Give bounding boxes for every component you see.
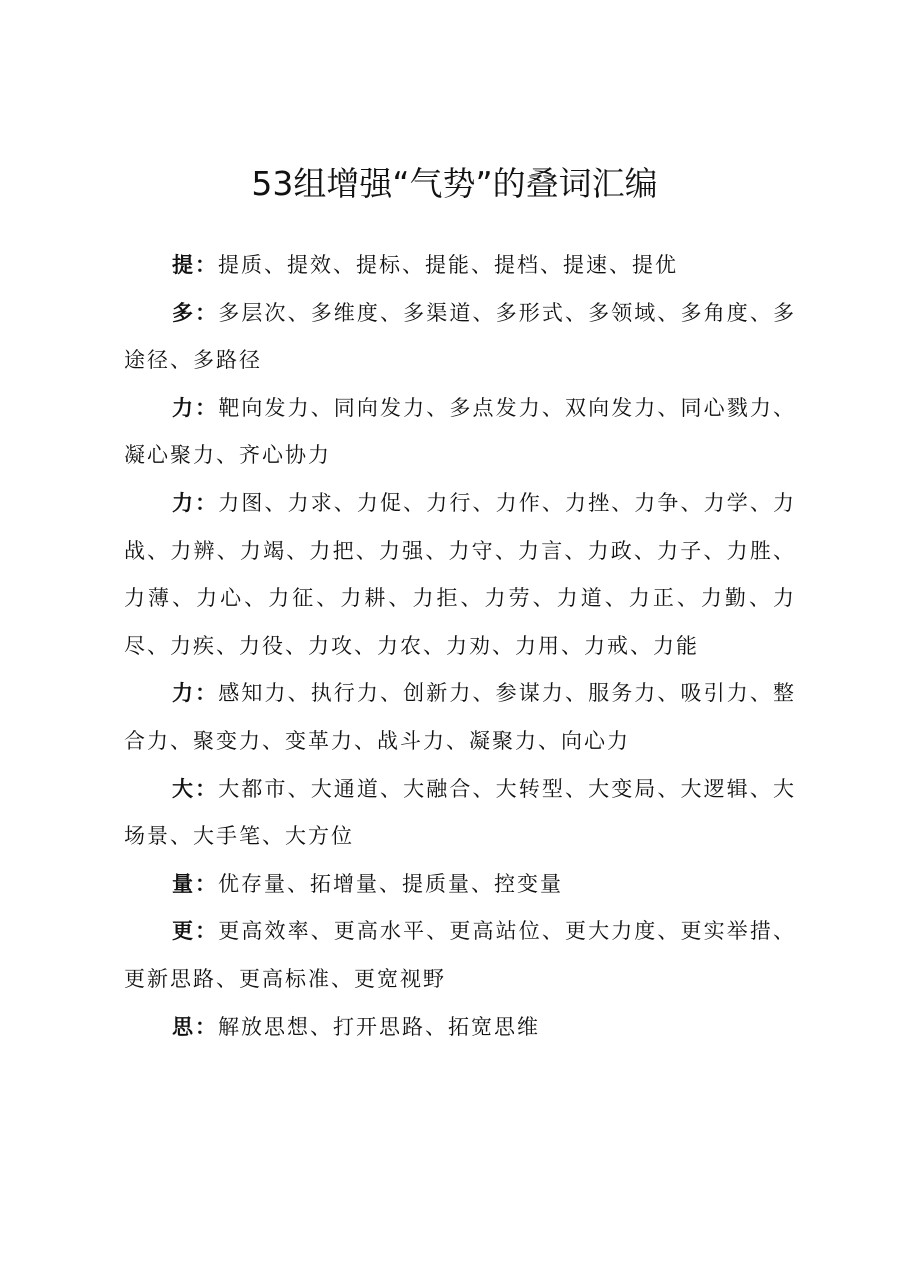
- entry-li-prefix: [124, 480, 796, 670]
- entry-text: 提质、提效、提标、提能、提档、提速、提优: [218, 253, 678, 277]
- entry-li-suffix: [124, 670, 796, 765]
- entry-head: 力：: [172, 395, 219, 420]
- entry-li-fali: [124, 385, 796, 480]
- entry-head: 力：: [172, 681, 219, 706]
- entry-head: 多：: [172, 300, 219, 325]
- entry-text: 大都市、大通道、大融合、大转型、大变局、大逻辑、大场景、大手笔、大方位: [124, 776, 797, 849]
- entry-da: [124, 766, 796, 861]
- entry-geng: [124, 908, 796, 1003]
- entry-text: 更高效率、更高水平、更高站位、更大力度、更实举措、更新思路、更高标准、更宽视野: [124, 919, 797, 991]
- entry-text: 靶向发力、同向发力、多点发力、双向发力、同心戮力、凝心聚力、齐心协力: [124, 395, 797, 468]
- entry-text: 优存量、拓增量、提质量、控变量: [218, 871, 563, 896]
- entry-head: 提：: [172, 253, 218, 277]
- page-title: 53组增强“气势”的叠词汇编: [251, 164, 658, 203]
- entry-text: 多层次、多维度、多渠道、多形式、多领域、多角度、多途径、多路径: [124, 300, 797, 373]
- document-body: [124, 242, 796, 1051]
- entry-text: 力图、力求、力促、力行、力作、力挫、力争、力学、力战、力辨、力竭、力把、力强、力守、力言、力政、力子、力胜、力薄、力心、力征、力耕、力拒、力劳、力道、力正、力勤、力尽、力疾、力役、力攻、力农、力劝、力用、力戒、力能: [124, 490, 797, 658]
- entry-head: 大：: [172, 776, 219, 801]
- entry-duo: [124, 290, 796, 385]
- entry-ti: [124, 242, 796, 290]
- entry-head: 更：: [172, 919, 219, 944]
- entry-si: [124, 1004, 796, 1052]
- entry-text: 感知力、执行力、创新力、参谋力、服务力、吸引力、整合力、聚变力、变革力、战斗力、凝聚力、向心力: [124, 681, 797, 753]
- entry-head: 思：: [172, 1014, 218, 1039]
- entry-head: 量：: [172, 871, 218, 896]
- entry-text: 解放思想、打开思路、拓宽思维: [218, 1014, 540, 1039]
- entry-liang: [124, 861, 796, 909]
- entry-head: 力：: [172, 490, 219, 515]
